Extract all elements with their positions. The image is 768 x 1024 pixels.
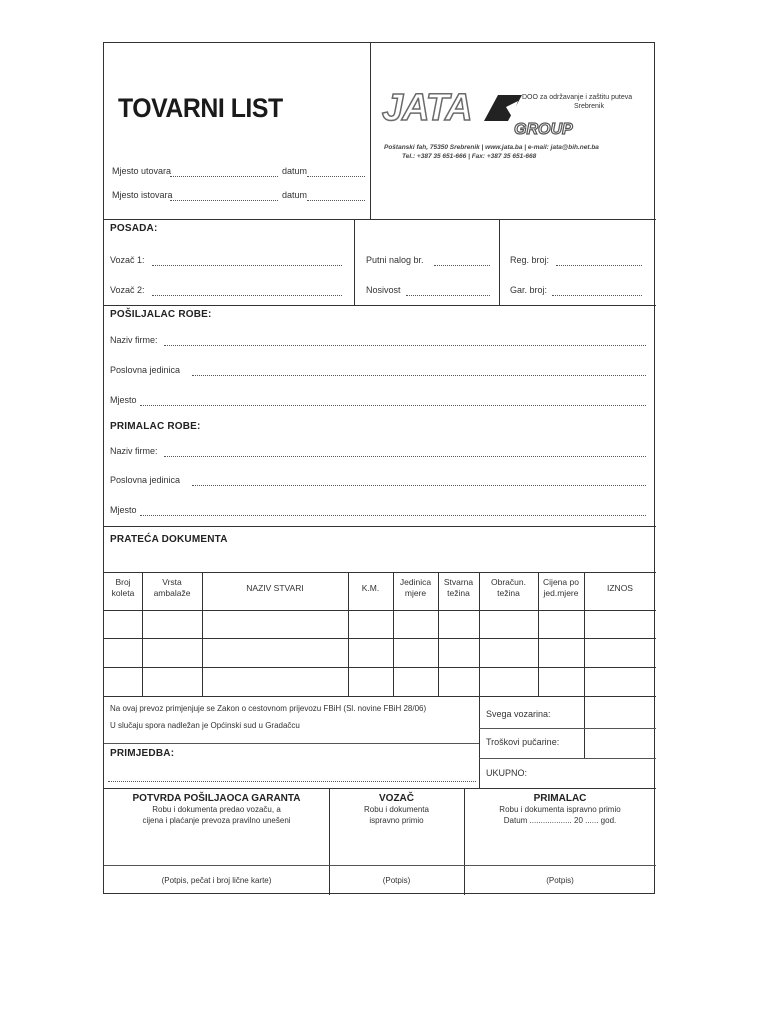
- sender-unit-field[interactable]: [192, 375, 646, 376]
- sender-heading: POŠILJALAC ROBE:: [110, 309, 212, 320]
- sender-place-field[interactable]: [140, 405, 646, 406]
- col-header-amount: IZNOS: [607, 583, 633, 593]
- reg-number-label: Reg. broj:: [510, 255, 550, 265]
- guarantor-signature-field[interactable]: (Potpis, pečat i broj lične karte): [161, 876, 272, 885]
- col-header-calc-weight: Obračun. težina: [491, 577, 526, 598]
- loading-place-field[interactable]: [170, 176, 278, 177]
- form-title: TOVARNI LIST: [118, 93, 283, 123]
- reg-number-field[interactable]: [556, 265, 642, 266]
- col-header-item-name: NAZIV STVARI: [246, 583, 304, 593]
- unloading-date-label: datum: [282, 190, 308, 200]
- recipient-company-field[interactable]: [164, 456, 646, 457]
- crew-heading: POSADA:: [110, 223, 158, 234]
- loading-place-label: Mjesto utovara: [112, 166, 172, 176]
- garage-number-label: Gar. broj:: [510, 285, 548, 295]
- sender-company-field[interactable]: [164, 345, 646, 346]
- col-header-unit: Jedinica mjere: [399, 577, 432, 598]
- unloading-date-field[interactable]: [307, 200, 365, 201]
- recipient-heading: PRIMALAC ROBE:: [110, 421, 201, 432]
- unloading-place-label: Mjesto istovara: [112, 190, 173, 200]
- recipient-place-label: Mjesto: [110, 505, 137, 515]
- col-header-actual-weight: Stvarna težina: [443, 577, 474, 598]
- driver2-label: Vozač 2:: [110, 285, 145, 295]
- waybill-form: [103, 42, 655, 894]
- logo-group-text: GROUP: [514, 121, 573, 138]
- travel-order-label: Putni nalog br.: [366, 255, 424, 265]
- legal-text-1: Na ovaj prevoz primjenjuje se Zakon o cestovnom prijevozu FBiH (Sl. novine FBiH 28/06): [110, 704, 427, 713]
- capacity-field[interactable]: [406, 295, 490, 296]
- table-row[interactable]: [104, 696, 656, 697]
- col-header-km: K.M.: [361, 583, 380, 593]
- loading-date-field[interactable]: [307, 176, 365, 177]
- loading-date-label: datum: [282, 166, 308, 176]
- recipient-unit-label: Poslovna jedinica: [110, 475, 181, 485]
- recipient-place-field[interactable]: [140, 515, 646, 516]
- recipient-signature-field[interactable]: (Potpis): [546, 876, 574, 885]
- logo-brand-text: JATA: [382, 87, 472, 129]
- remarks-heading: PRIMJEDBA:: [110, 748, 175, 759]
- grand-total-label: UKUPNO:: [486, 768, 528, 778]
- logo-contact: Poštanski fah, 75350 Srebrenik | www.jata.ba | e-mail: jata@bih.net.ba Tel.: +387 35 651-666 | Fax: +387 35 651-668: [384, 144, 599, 160]
- table-row[interactable]: [104, 638, 656, 639]
- garage-number-field[interactable]: [552, 295, 642, 296]
- unloading-place-field[interactable]: [170, 200, 278, 201]
- driver-block: VOZAČ Robu i dokumenta ispravno primio: [364, 793, 429, 825]
- accompanying-docs-heading: PRATEĆA DOKUMENTA: [110, 534, 228, 545]
- logo-tagline: DOO za održavanje i zaštitu puteva Srebrenik: [522, 94, 633, 110]
- driver1-label: Vozač 1:: [110, 255, 145, 265]
- driver1-field[interactable]: [152, 265, 342, 266]
- table-row[interactable]: [104, 667, 656, 668]
- customs-costs-label: Troškovi pučarine:: [486, 737, 560, 747]
- legal-text-2: U slučaju spora nadležan je Općinski sud u Gradačcu: [110, 721, 300, 730]
- col-header-packages: Broj koleta: [111, 577, 135, 598]
- driver-signature-field[interactable]: (Potpis): [382, 876, 411, 885]
- recipient-unit-field[interactable]: [192, 485, 646, 486]
- remarks-field[interactable]: [108, 781, 476, 782]
- col-header-packaging: Vrsta ambalaže: [153, 577, 191, 598]
- sender-place-label: Mjesto: [110, 395, 137, 405]
- sender-company-label: Naziv firme:: [110, 335, 158, 345]
- sender-unit-label: Poslovna jedinica: [110, 365, 181, 375]
- col-header-unit-price: Cijena po jed.mjere: [543, 577, 579, 598]
- guarantor-block: POTVRDA POŠILJAOCA GARANTA Robu i dokumenta predao vozaču, a cijena i plaćanje prevoza pravilno unešeni: [132, 793, 301, 825]
- recipient-sign-block: PRIMALAC Robu i dokumenta ispravno primio Datum ................... 20 ...... god.: [499, 793, 621, 825]
- travel-order-field[interactable]: [434, 265, 490, 266]
- freight-total-label: Svega vozarina:: [486, 709, 551, 719]
- driver2-field[interactable]: [152, 295, 342, 296]
- recipient-company-label: Naziv firme:: [110, 446, 158, 456]
- capacity-label: Nosivost: [366, 285, 401, 295]
